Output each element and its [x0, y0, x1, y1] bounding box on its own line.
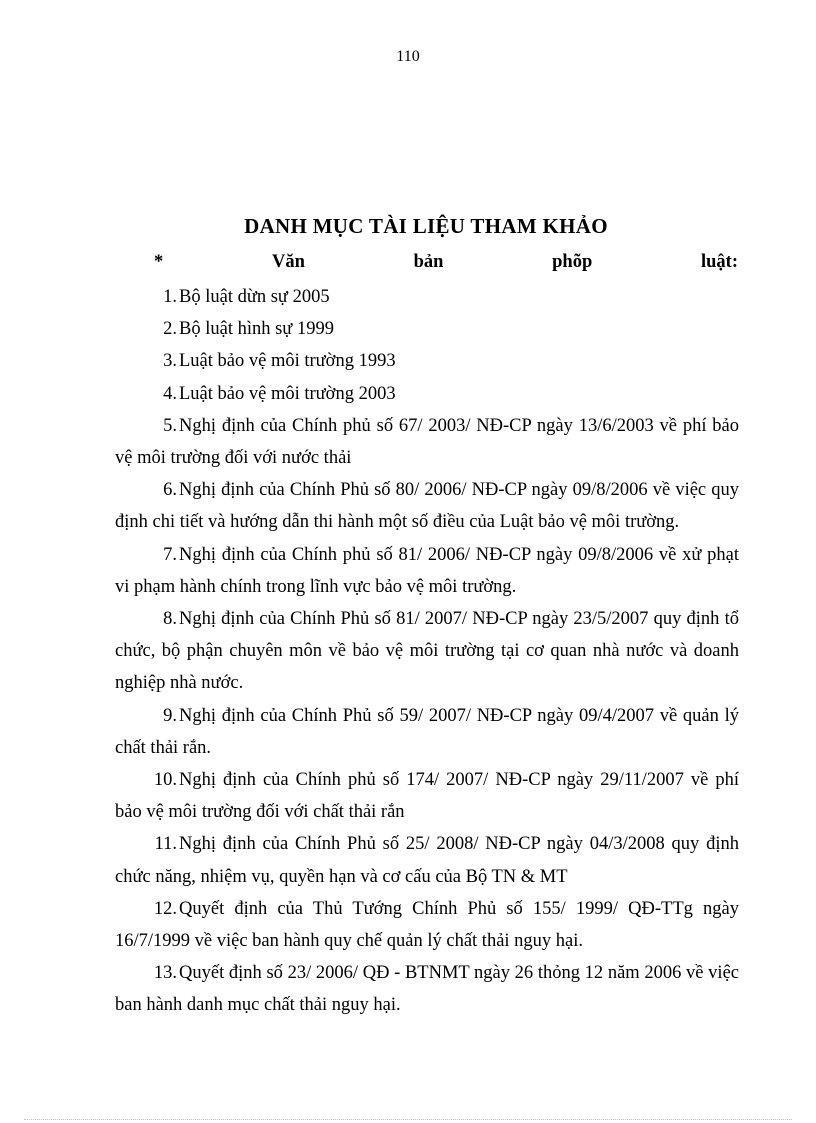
reference-item — [115, 957, 739, 1021]
reference-text: Nghị định của Chính Phủ số 59/ 2007/ NĐ-CP ngày 09/4/2007 về quản lý chất thải rắn. — [115, 705, 739, 758]
reference-item — [115, 281, 739, 313]
reference-item — [115, 313, 739, 345]
reference-item — [115, 603, 739, 700]
reference-number: 7. — [163, 544, 177, 565]
heading-word: bản — [413, 252, 444, 272]
heading-word: Văn — [271, 252, 305, 272]
reference-text: Bộ luật dừn sự 2005 — [179, 287, 330, 307]
heading-word: luật: — [700, 252, 738, 272]
reference-number: 3. — [163, 351, 177, 372]
reference-text: Bộ luật hình sự 1999 — [179, 319, 334, 340]
reference-text: Luật bảo vệ môi trường 2003 — [179, 383, 396, 404]
reference-item — [115, 474, 739, 538]
page-bottom-divider — [24, 1119, 792, 1120]
page-title: DANH MỤC TÀI LIỆU THAM KHẢO — [244, 214, 608, 238]
reference-item — [115, 345, 739, 377]
reference-text: Nghị định của Chính Phủ số 25/ 2008/ NĐ-CP ngày 04/3/2008 quy định chức năng, nhiệm vụ, quyền hạn và cơ cấu của Bộ TN & MT — [115, 834, 739, 887]
reference-text: Nghị định của Chính Phủ số 80/ 2006/ NĐ-CP ngày 09/8/2006 về việc quy định chi tiết và hướng dẫn thi hành một số điều của Luật bảo vệ môi trường. — [115, 480, 739, 533]
reference-text: Nghị định của Chính phủ số 67/ 2003/ NĐ-CP ngày 13/6/2003 về phí bảo vệ môi trường đối với nước thải — [115, 415, 739, 469]
reference-number: 5. — [163, 415, 177, 436]
reference-text: Luật bảo vệ môi trường 1993 — [179, 351, 396, 372]
reference-item — [115, 410, 739, 474]
reference-number: 13. — [153, 963, 177, 984]
reference-number: 9. — [163, 705, 177, 726]
reference-number: 8. — [163, 609, 177, 630]
reference-number: 10. — [153, 770, 177, 791]
heading-word: phõp — [552, 252, 593, 272]
reference-number: 12. — [153, 898, 177, 919]
reference-item — [115, 700, 739, 764]
reference-text: Nghị định của Chính Phủ số 81/ 2007/ NĐ-CP ngày 23/5/2007 quy định tổ chức, bộ phận chuyên môn về bảo vệ môi trường tại cơ quan nhà nước và doanh nghiệp nhà nước. — [115, 609, 739, 694]
reference-item — [115, 893, 739, 957]
reference-text: Quyết định của Thủ Tướng Chính Phủ số 155/ 1999/ QĐ-TTg ngày 16/7/1999 về việc ban hành quy chế quản lý chất thải nguy hại. — [115, 898, 739, 952]
heading-bullet: * — [154, 252, 164, 272]
reference-item — [115, 378, 739, 410]
reference-text: Nghị định của Chính phủ số 174/ 2007/ NĐ-CP ngày 29/11/2007 về phí bảo vệ môi trường đối với chất thải rắn — [115, 770, 739, 823]
reference-number: 6. — [163, 480, 177, 501]
page-number: 110 — [396, 48, 420, 65]
reference-text: Quyết định số 23/ 2006/ QĐ - BTNMT ngày 26 thỏng 12 năm 2006 về việc ban hành danh mục chất thải nguy hại. — [115, 963, 739, 1016]
reference-item — [115, 764, 739, 828]
reference-number: 11. — [154, 834, 177, 855]
reference-text: Nghị định của Chính phủ số 81/ 2006/ NĐ-CP ngày 09/8/2006 về xử phạt vi phạm hành chính trong lĩnh vực bảo vệ môi trường. — [115, 544, 739, 597]
section-heading — [154, 252, 738, 273]
reference-number: 4. — [163, 383, 177, 404]
reference-list — [115, 281, 739, 1022]
reference-item — [115, 828, 739, 892]
reference-number: 1. — [163, 287, 177, 307]
reference-item — [115, 539, 739, 603]
reference-number: 2. — [163, 319, 177, 340]
